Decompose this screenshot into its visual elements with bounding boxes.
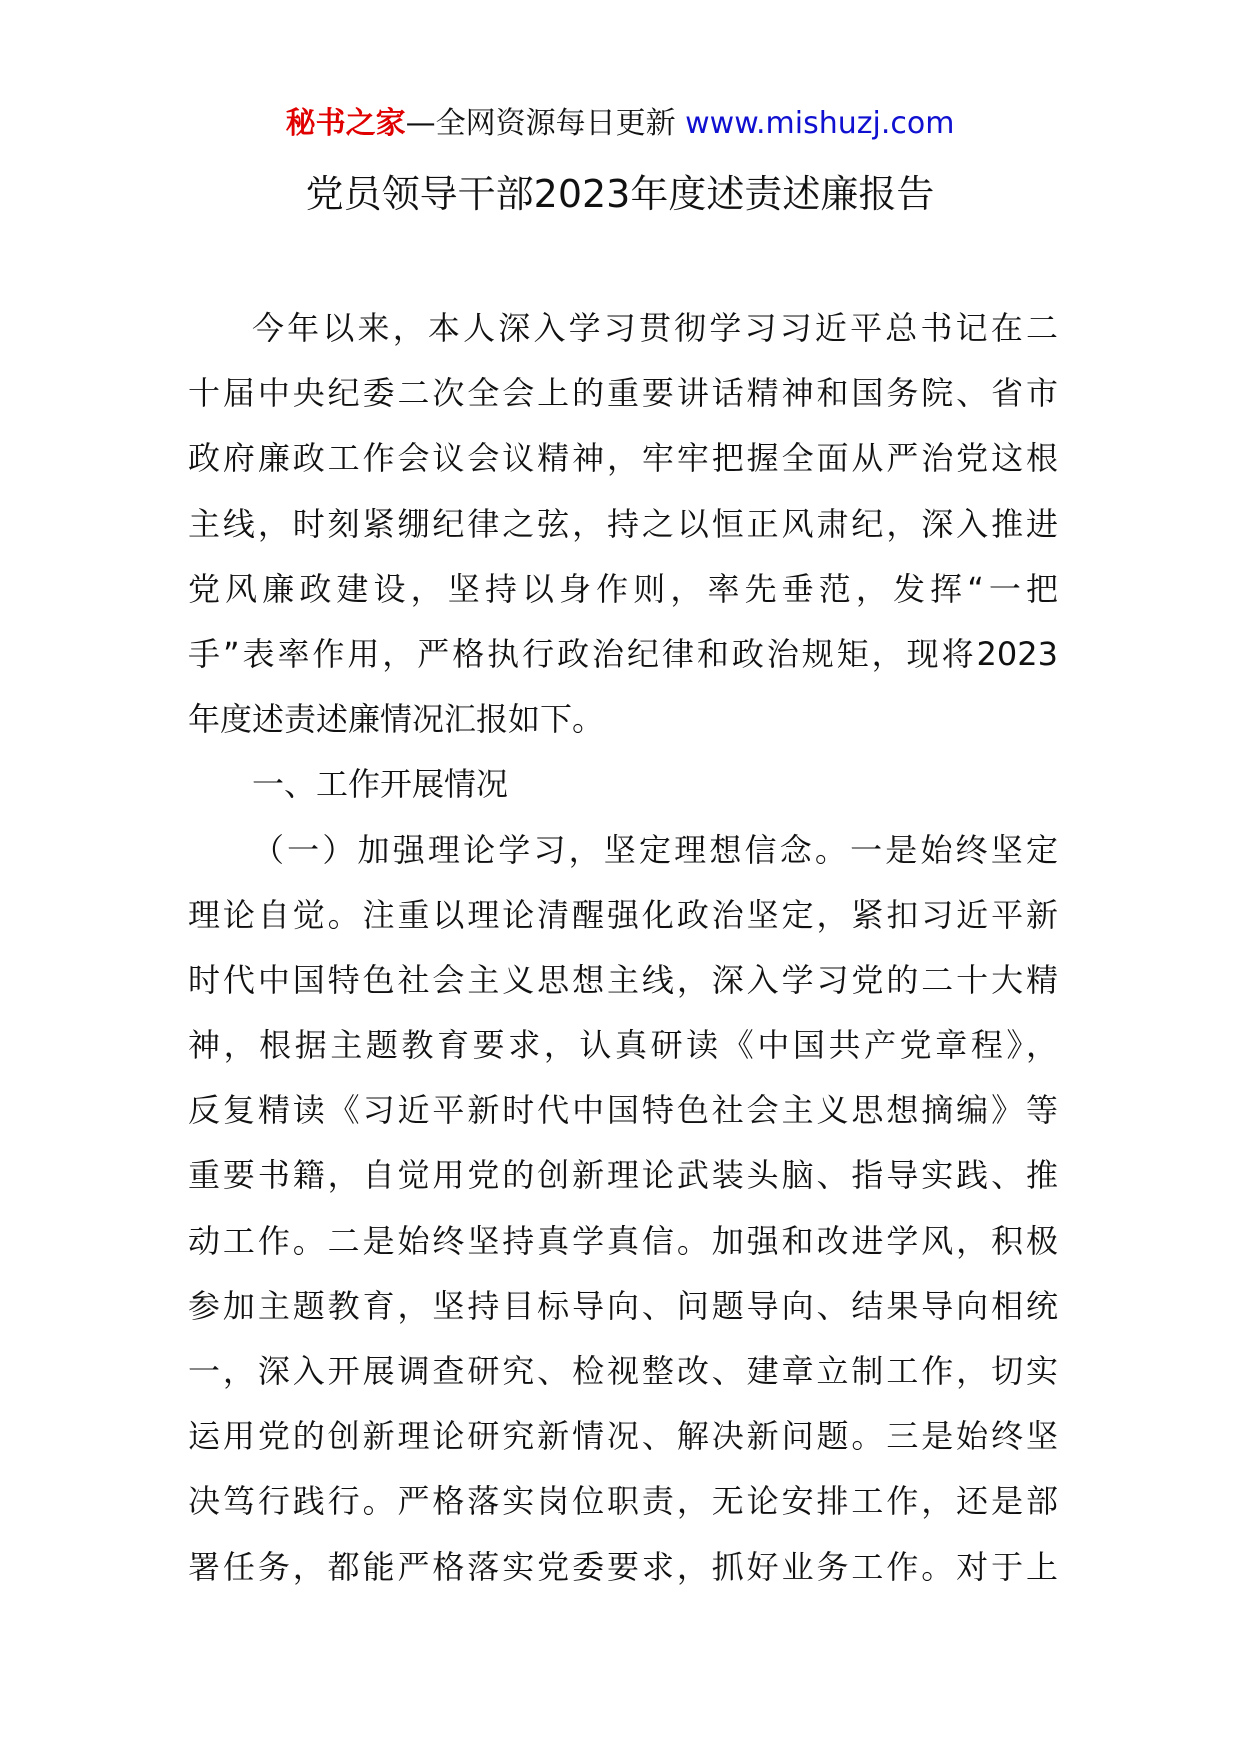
paragraph-line: （一）加强理论学习，坚定理想信念。一是始终坚定 (252, 830, 1058, 869)
paragraph-line: 十届中央纪委二次全会上的重要讲话精神和国务院、省市 (188, 374, 1058, 413)
paragraph-line: 一，深入开展调查研究、检视整改、建章立制工作，切实 (188, 1352, 1058, 1390)
paragraph-line: 主线，时刻紧绷纪律之弦，持之以恒正风肃纪，深入推进 (188, 504, 1058, 543)
paragraph-line: 反复精读《习近平新时代中国特色社会主义思想摘编》等 (188, 1091, 1058, 1130)
document-body (188, 296, 1058, 1600)
paragraph-line: 政府廉政工作会议会议精神，牢牢把握全面从严治党这根 (188, 439, 1058, 478)
paragraph-line: 参加主题教育，坚持目标导向、问题导向、结果导向相统 (188, 1286, 1058, 1325)
paragraph-line: 年度述责述廉情况汇报如下。 (188, 700, 605, 739)
paragraph-line: 理论自觉。注重以理论清醒强化政治坚定，紧扣习近平新 (188, 895, 1058, 934)
paragraph-line: 今年以来，本人深入学习贯彻学习习近平总书记在二 (252, 309, 1058, 347)
banner-tagline: —全网资源每日更新 (405, 106, 686, 141)
section-heading: 一、工作开展情况 (252, 765, 509, 804)
paragraph-line: 署任务，都能严格落实党委要求，抓好业务工作。对于上 (188, 1547, 1058, 1586)
site-url-link[interactable]: www.mishuzj.com (685, 106, 955, 141)
paragraph-line: 时代中国特色社会主义思想主线，深入学习党的二十大精 (188, 960, 1058, 999)
paragraph-line: 神，根据主题教育要求，认真研读《中国共产党章程》， (188, 1026, 1058, 1065)
paragraph-line: 决笃行践行。严格落实岗位职责，无论安排工作，还是部 (188, 1482, 1058, 1521)
brand-name: 秘书之家 (285, 106, 406, 141)
document-title: 党员领导干部2023年度述责述廉报告 (305, 172, 935, 216)
paragraph-line: 动工作。二是始终坚持真学真信。加强和改进学风，积极 (188, 1221, 1058, 1260)
paragraph-line: 重要书籍，自觉用党的创新理论武装头脑、指导实践、推 (188, 1156, 1058, 1195)
paragraph-line: 手”表率作用，严格执行政治纪律和政治规矩，现将2023 (188, 634, 1058, 673)
paragraph-line: 党风廉政建设，坚持以身作则，率先垂范，发挥“一把 (188, 569, 1058, 608)
paragraph-line: 运用党的创新理论研究新情况、解决新问题。三是始终坚 (188, 1417, 1058, 1456)
site-banner (0, 104, 1240, 144)
